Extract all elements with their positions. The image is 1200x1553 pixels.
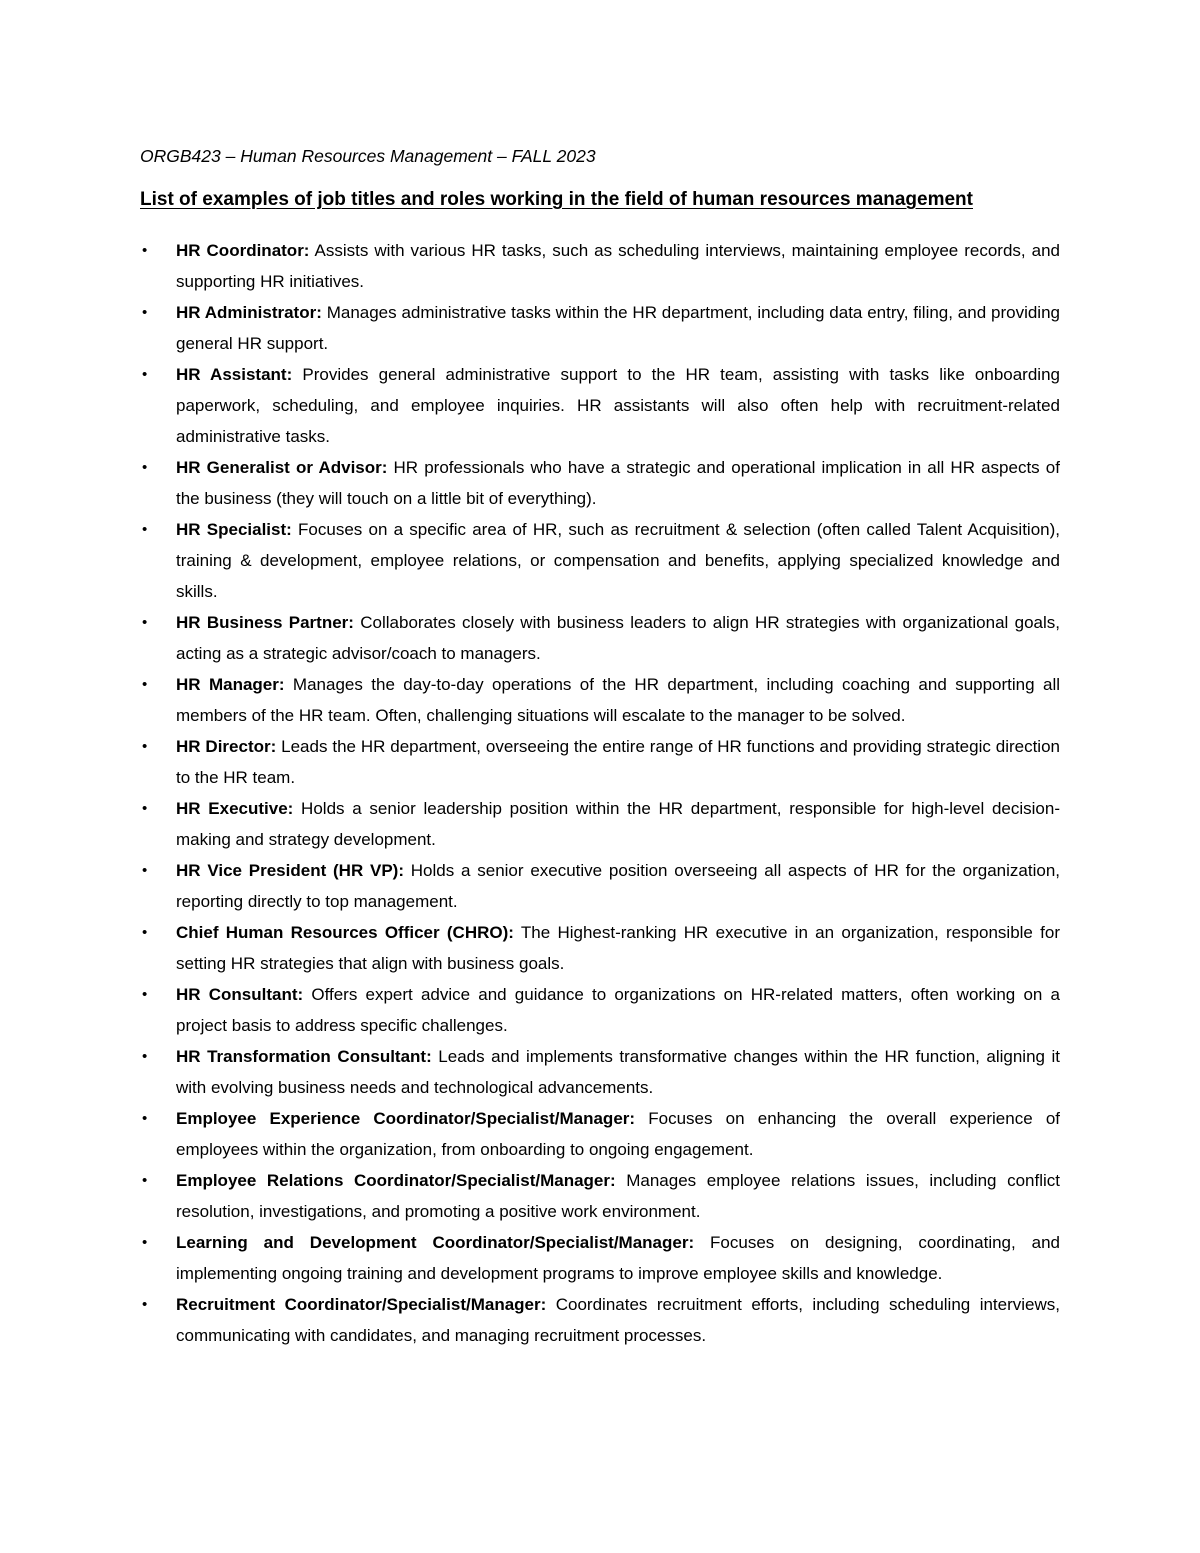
role-description: Coordinates recruitment efforts, including scheduling interviews, communicating with candidates, and managing recruitment processes.	[176, 1295, 1060, 1345]
list-item	[140, 297, 1060, 359]
list-item	[140, 1041, 1060, 1103]
role-title: HR Specialist:	[176, 520, 292, 539]
role-description: The Highest-ranking HR executive in an organization, responsible for setting HR strategies that align with business goals.	[176, 923, 1060, 973]
role-title: HR Vice President (HR VP):	[176, 861, 404, 880]
list-item	[140, 917, 1060, 979]
bullet-icon: •	[142, 459, 148, 476]
role-title: Chief Human Resources Officer (CHRO):	[176, 923, 514, 942]
bullet-icon: •	[142, 1048, 148, 1065]
list-item	[140, 1103, 1060, 1165]
list-item	[140, 1165, 1060, 1227]
role-list	[140, 235, 1060, 1351]
role-title: Recruitment Coordinator/Specialist/Manager:	[176, 1295, 547, 1314]
role-title: HR Director:	[176, 737, 277, 756]
role-title: HR Coordinator:	[176, 241, 310, 260]
role-description: HR professionals who have a strategic and operational implication in all HR aspects of the business (they will touch on a little bit of everything).	[176, 458, 1060, 508]
bullet-icon: •	[142, 242, 148, 259]
role-title: HR Generalist or Advisor:	[176, 458, 388, 477]
bullet-icon: •	[142, 676, 148, 693]
role-description: Focuses on enhancing the overall experience of employees within the organization, from onboarding to ongoing engagement.	[176, 1109, 1061, 1159]
bullet-icon: •	[142, 800, 148, 817]
role-title: HR Consultant:	[176, 985, 304, 1004]
role-description: Leads the HR department, overseeing the entire range of HR functions and providing strategic direction to the HR team.	[176, 737, 1060, 787]
bullet-icon: •	[142, 1172, 148, 1189]
list-item	[140, 1289, 1060, 1351]
role-title: Employee Experience Coordinator/Specialist/Manager:	[176, 1109, 636, 1128]
role-description: Manages administrative tasks within the HR department, including data entry, filing, and providing general HR support.	[176, 303, 1060, 353]
role-title: HR Administrator:	[176, 303, 322, 322]
role-description: Assists with various HR tasks, such as scheduling interviews, maintaining employee records, and supporting HR initiatives.	[176, 241, 1060, 291]
role-description: Focuses on designing, coordinating, and implementing ongoing training and development programs to improve employee skills and knowledge.	[176, 1233, 1060, 1283]
role-title: HR Assistant:	[176, 365, 293, 384]
bullet-icon: •	[142, 614, 148, 631]
role-title: HR Manager:	[176, 675, 285, 694]
document-title: List of examples of job titles and roles working in the field of human resources management	[140, 189, 973, 210]
role-description: Focuses on a specific area of HR, such as recruitment & selection (often called Talent Acquisition), training & development, employee relations, or compensation and benefits, applying specialized knowledge and skills.	[176, 520, 1060, 601]
role-title: Learning and Development Coordinator/Specialist/Manager:	[176, 1233, 695, 1252]
bullet-icon: •	[142, 1110, 148, 1127]
list-item	[140, 1227, 1060, 1289]
role-description: Leads and implements transformative changes within the HR function, aligning it with evolving business needs and technological advancements.	[176, 1047, 1061, 1097]
list-item	[140, 979, 1060, 1041]
bullet-icon: •	[142, 1234, 148, 1251]
bullet-icon: •	[142, 1296, 148, 1313]
role-description: Manages the day-to-day operations of the HR department, including coaching and supporting all members of the HR team. Often, challenging situations will escalate to the manager to be solved.	[176, 675, 1060, 725]
list-item	[140, 514, 1060, 607]
list-item	[140, 793, 1060, 855]
bullet-icon: •	[142, 986, 148, 1003]
role-title: Employee Relations Coordinator/Specialist/Manager:	[176, 1171, 616, 1190]
role-description: Provides general administrative support to the HR team, assisting with tasks like onboarding paperwork, scheduling, and employee inquiries. HR assistants will also often help with recruitment-related administrative tasks.	[176, 365, 1060, 446]
list-item	[140, 855, 1060, 917]
list-item	[140, 607, 1060, 669]
list-item	[140, 452, 1060, 514]
bullet-icon: •	[142, 366, 148, 383]
bullet-icon: •	[142, 304, 148, 321]
list-item	[140, 235, 1060, 297]
role-description: Manages employee relations issues, including conflict resolution, investigations, and promoting a positive work environment.	[176, 1171, 1060, 1221]
bullet-icon: •	[142, 862, 148, 879]
role-title: HR Business Partner:	[176, 613, 354, 632]
course-line: ORGB423 – Human Resources Management – FALL 2023	[140, 146, 596, 166]
list-item	[140, 731, 1060, 793]
role-description: Holds a senior executive position overseeing all aspects of HR for the organization, reporting directly to top management.	[176, 861, 1060, 911]
role-title: HR Transformation Consultant:	[176, 1047, 432, 1066]
role-title: HR Executive:	[176, 799, 294, 818]
role-description: Collaborates closely with business leaders to align HR strategies with organizational goals, acting as a strategic advisor/coach to managers.	[176, 613, 1060, 663]
bullet-icon: •	[142, 738, 148, 755]
bullet-icon: •	[142, 924, 148, 941]
list-item	[140, 669, 1060, 731]
list-item	[140, 359, 1060, 452]
bullet-icon: •	[142, 521, 148, 538]
role-description: Offers expert advice and guidance to organizations on HR-related matters, often working on a project basis to address specific challenges.	[176, 985, 1060, 1035]
role-description: Holds a senior leadership position within the HR department, responsible for high-level decision-making and strategy development.	[176, 799, 1060, 849]
